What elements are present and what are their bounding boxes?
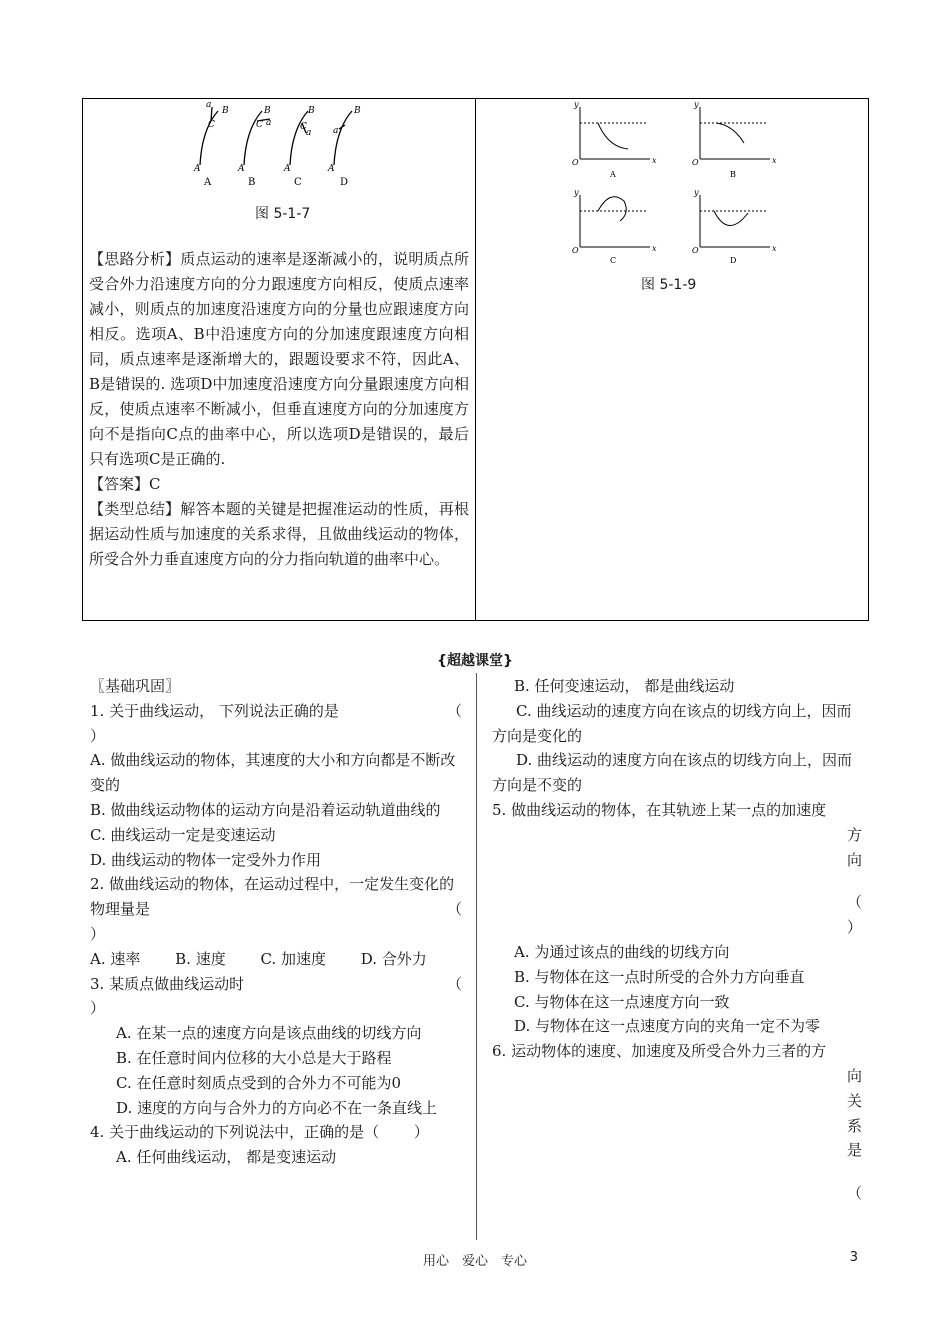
fig1-label: A <box>238 164 245 174</box>
fig2-axis-label: x <box>652 156 657 165</box>
fig1-label: A <box>194 164 201 174</box>
option: C. 与物体在这一点速度方向一致 <box>514 992 730 1011</box>
fig2-option-label: B <box>730 170 736 179</box>
fig2-axis-label: x <box>772 156 777 165</box>
paren-close: ） <box>90 999 106 1018</box>
question-1: 1. 关于曲线运动， 下列说法正确的是 （ <box>90 701 462 720</box>
paren-close: ） <box>90 924 106 943</box>
fig1-label: a <box>266 118 272 128</box>
option: D. 速度的方向与合外力的方向必不在一条直线上 <box>116 1098 438 1117</box>
fig1-option-label: A <box>204 177 212 188</box>
fig1-label: A <box>284 164 291 174</box>
option: D. 曲线运动的物体一定受外力作用 <box>90 850 322 869</box>
option: A. 做曲线运动的物体，其速度的大小和方向都是不断改变的 <box>90 751 456 795</box>
type-summary: 【类型总结】解答本题的关键是把握准运动的性质，再根据运动性质与加速度的关系求得，且做曲线运动的物体，所受合外力垂直速度方向的分力指向轨道的曲率中心。 <box>89 500 469 568</box>
figure-caption: 图 5-1-9 <box>641 277 697 293</box>
option: A. 为通过该点的曲线的切线方向 <box>514 942 730 961</box>
question-2: 2. 做曲线运动的物体，在运动过程中，一定发生变化的物理量是 <box>90 875 455 919</box>
question-4: 4. 关于曲线运动的下列说法中，正确的是（ ） <box>90 1123 429 1142</box>
page-footer: 用心 爱心 专心 <box>422 1254 527 1269</box>
option: C. 曲线运动的速度方向在该点的切线方向上，因而方向是变化的 <box>492 701 852 745</box>
fig2-option-label: C <box>610 256 617 265</box>
option: C. 在任意时刻质点受到的合外力不可能为0 <box>116 1073 402 1092</box>
option: B. 任何变速运动， 都是曲线运动 <box>514 677 735 695</box>
fig1-option-label: C <box>294 177 302 188</box>
option: A. 任何曲线运动， 都是变速运动 <box>116 1148 337 1167</box>
option: D. 曲线运动的速度方向在该点的切线方向上，因而方向是不变的 <box>492 751 853 795</box>
right-column <box>492 674 862 1206</box>
fig1-label: a <box>306 128 312 138</box>
fig2-axis-label: O <box>692 246 699 255</box>
fig2-axis-label: O <box>572 246 579 255</box>
wrap-char: 系 <box>846 1116 862 1135</box>
fig2-axis-label: O <box>572 158 579 167</box>
fig1-label: B <box>264 106 271 116</box>
option: B. 在任意时间内位移的大小总是大于路程 <box>116 1048 392 1067</box>
fig2-axis-label: y <box>574 101 579 109</box>
fig2-axis-label: x <box>652 244 657 253</box>
fig1-label: B <box>354 106 361 116</box>
analysis-paragraph: 【思路分析】质点运动的速率是逐渐减小的，说明质点所受合外力沿速度方向的分力跟速度方向相反，使质点速率减小，则质点的加速度沿速度方向的分量也应跟速度方向相反。选项A、B中沿速度方向的分加速度跟速度方向相同，质点速率是逐渐增大的，跟题设要求不符，因此A、B是错误的. 选项D中加速度沿速度方向分量跟速度方向相反，使质点速率不断减小，但垂直速度方向的分加速度方向不是指向C点的曲率中心，所以选项D是错误的，最后只有选项C是正确的. <box>89 250 469 468</box>
wrap-char: 方 <box>846 825 862 844</box>
fig2-axis-label: x <box>772 244 777 253</box>
question-3: 3. 某质点做曲线运动时 （ <box>90 974 462 993</box>
figure-5-1-9 <box>568 101 778 267</box>
fig2-axis-label: y <box>694 188 699 197</box>
wrap-char: 关 <box>846 1091 862 1110</box>
analysis-text <box>89 247 469 572</box>
figure-5-1-7 <box>188 99 368 197</box>
section-title: {超越课堂} <box>437 653 513 669</box>
wrap-char: 是 <box>846 1141 862 1160</box>
example-table <box>82 98 869 621</box>
section-heading: 〖基础巩固〗 <box>90 677 181 695</box>
option: A. 在某一点的速度方向是该点曲线的切线方向 <box>116 1024 422 1043</box>
paren-close: ） <box>90 726 106 745</box>
fig1-option-label: B <box>248 177 256 188</box>
fig1-label: A <box>328 164 335 174</box>
fig2-axis-label: O <box>692 158 699 167</box>
fig2-axis-label: y <box>694 101 699 109</box>
table-divider <box>475 99 476 620</box>
fig1-label: C <box>256 120 263 130</box>
paren-open: （ <box>446 900 462 919</box>
paren-open: （ <box>846 893 862 912</box>
wrap-char: 向 <box>846 1066 862 1085</box>
page-number: 3 <box>849 1250 858 1265</box>
wrap-char: 向 <box>846 850 862 869</box>
spacer <box>492 1163 862 1181</box>
fig1-label: a <box>206 100 212 110</box>
option: D. 与物体在这一点速度方向的夹角一定不为零 <box>514 1017 821 1036</box>
fig1-label: B <box>308 106 315 116</box>
fig1-label: C <box>208 120 215 130</box>
option: B. 与物体在这一点时所受的合外力方向垂直 <box>514 967 805 986</box>
fig1-label: a <box>333 126 339 136</box>
fig2-option-label: D <box>730 256 737 265</box>
figure-caption: 图 5-1-7 <box>255 206 311 222</box>
fig1-label: C <box>300 122 307 132</box>
option: A. 速率 B. 速度 C. 加速度 D. 合外力 <box>90 949 427 968</box>
fig1-option-label: D <box>340 177 349 188</box>
column-divider <box>476 673 477 1240</box>
question-6: 6. 运动物体的速度、加速度及所受合外力三者的方 <box>492 1042 827 1061</box>
option: B. 做曲线运动物体的运动方向是沿着运动轨道曲线的 <box>90 800 441 819</box>
left-column <box>90 674 462 1170</box>
fig2-axis-label: y <box>574 188 579 197</box>
fig1-label: B <box>222 106 229 116</box>
answer: 【答案】C <box>89 475 161 493</box>
option: C. 曲线运动一定是变速运动 <box>90 825 276 844</box>
paren-close: ） <box>846 918 862 937</box>
spacer <box>492 872 862 890</box>
fig2-option-label: A <box>610 170 616 179</box>
question-5: 5. 做曲线运动的物体，在其轨迹上某一点的加速度 <box>492 800 827 819</box>
paren-open: （ <box>846 1184 862 1203</box>
